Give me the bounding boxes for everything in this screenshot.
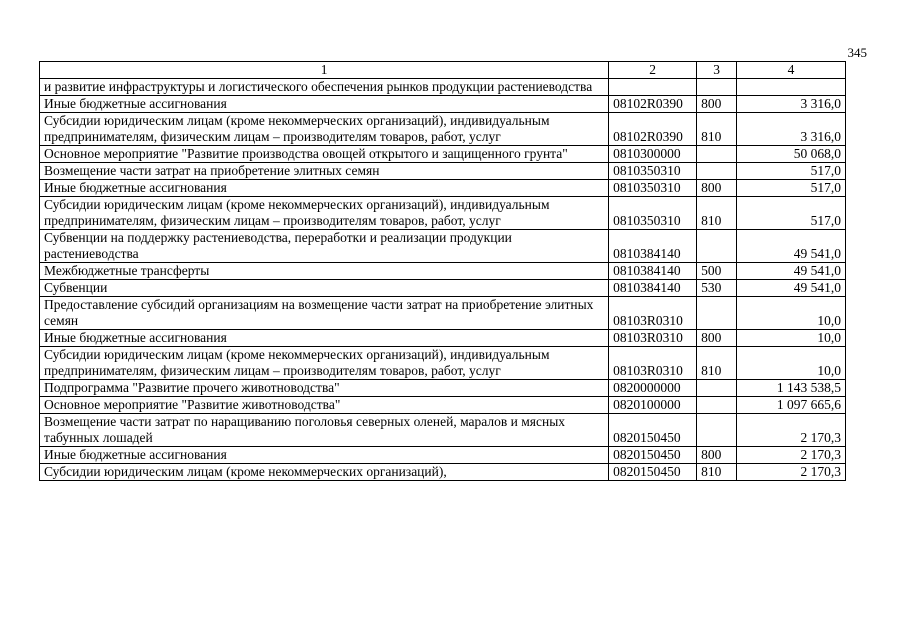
cell-code: 08102R0390 <box>609 96 697 113</box>
cell-amount: 517,0 <box>737 163 846 180</box>
cell-amount: 3 316,0 <box>737 113 846 146</box>
table-row <box>40 414 846 447</box>
cell-amount: 517,0 <box>737 180 846 197</box>
cell-name: Подпрограмма "Развитие прочего животноводства" <box>40 380 609 397</box>
cell-code: 0810350310 <box>609 197 697 230</box>
cell-code: 0820150450 <box>609 447 697 464</box>
cell-code: 0810384140 <box>609 263 697 280</box>
cell-amount: 2 170,3 <box>737 414 846 447</box>
cell-amount: 49 541,0 <box>737 280 846 297</box>
page-number: 345 <box>847 45 867 60</box>
cell-type <box>697 163 737 180</box>
cell-name: Межбюджетные трансферты <box>40 263 609 280</box>
cell-name: Субвенции <box>40 280 609 297</box>
cell-code: 0810384140 <box>609 280 697 297</box>
cell-code: 08103R0310 <box>609 297 697 330</box>
cell-amount: 3 316,0 <box>737 96 846 113</box>
cell-name: Субвенции на поддержку растениеводства, переработки и реализации продукции растениеводства <box>40 230 609 263</box>
cell-name: Иные бюджетные ассигнования <box>40 180 609 197</box>
column-header: 4 <box>737 62 846 79</box>
cell-name: Субсидии юридическим лицам (кроме некоммерческих организаций), <box>40 464 609 481</box>
cell-amount: 50 068,0 <box>737 146 846 163</box>
cell-type: 530 <box>697 280 737 297</box>
cell-type: 500 <box>697 263 737 280</box>
column-header: 3 <box>697 62 737 79</box>
cell-code: 0820100000 <box>609 397 697 414</box>
table-row <box>40 163 846 180</box>
cell-amount: 2 170,3 <box>737 447 846 464</box>
budget-table <box>39 61 846 481</box>
table-row <box>40 397 846 414</box>
cell-code: 08103R0310 <box>609 330 697 347</box>
cell-type <box>697 230 737 263</box>
cell-code: 0820000000 <box>609 380 697 397</box>
table-row <box>40 113 846 146</box>
cell-name: Субсидии юридическим лицам (кроме некоммерческих организаций), индивидуальным предпринимателям, физическим лицам – производителям товаров, работ, услуг <box>40 197 609 230</box>
cell-type: 800 <box>697 96 737 113</box>
column-header: 2 <box>609 62 697 79</box>
cell-type <box>697 414 737 447</box>
table-row <box>40 263 846 280</box>
cell-name: Возмещение части затрат на приобретение элитных семян <box>40 163 609 180</box>
cell-code: 0810300000 <box>609 146 697 163</box>
cell-name: и развитие инфраструктуры и логистического обеспечения рынков продукции растениеводства <box>40 79 609 96</box>
table-row <box>40 79 846 96</box>
cell-type: 810 <box>697 113 737 146</box>
cell-type <box>697 380 737 397</box>
table-row <box>40 180 846 197</box>
table-row <box>40 447 846 464</box>
cell-code: 0810384140 <box>609 230 697 263</box>
cell-name: Иные бюджетные ассигнования <box>40 96 609 113</box>
cell-code: 0810350310 <box>609 163 697 180</box>
cell-amount: 10,0 <box>737 330 846 347</box>
table-row <box>40 464 846 481</box>
table-row <box>40 347 846 380</box>
table-header-row <box>40 62 846 79</box>
cell-code: 0810350310 <box>609 180 697 197</box>
cell-name: Возмещение части затрат по наращиванию поголовья северных оленей, маралов и мясных табунных лошадей <box>40 414 609 447</box>
cell-amount: 49 541,0 <box>737 230 846 263</box>
cell-name: Субсидии юридическим лицам (кроме некоммерческих организаций), индивидуальным предпринимателям, физическим лицам – производителям товаров, работ, услуг <box>40 113 609 146</box>
cell-amount: 1 097 665,6 <box>737 397 846 414</box>
table-row <box>40 96 846 113</box>
cell-amount: 49 541,0 <box>737 263 846 280</box>
table-row <box>40 380 846 397</box>
cell-name: Основное мероприятие "Развитие животноводства" <box>40 397 609 414</box>
cell-amount: 517,0 <box>737 197 846 230</box>
cell-type <box>697 397 737 414</box>
cell-amount: 1 143 538,5 <box>737 380 846 397</box>
cell-type <box>697 79 737 96</box>
table-row <box>40 330 846 347</box>
cell-type <box>697 146 737 163</box>
table-row <box>40 197 846 230</box>
cell-code: 08102R0390 <box>609 113 697 146</box>
cell-type: 800 <box>697 180 737 197</box>
cell-name: Предоставление субсидий организациям на возмещение части затрат на приобретение элитных семян <box>40 297 609 330</box>
table-row <box>40 146 846 163</box>
cell-code: 08103R0310 <box>609 347 697 380</box>
cell-type: 800 <box>697 330 737 347</box>
cell-type: 810 <box>697 464 737 481</box>
table-row <box>40 280 846 297</box>
cell-amount: 2 170,3 <box>737 464 846 481</box>
cell-code: 0820150450 <box>609 464 697 481</box>
column-header: 1 <box>40 62 609 79</box>
cell-type <box>697 297 737 330</box>
cell-amount: 10,0 <box>737 347 846 380</box>
cell-name: Субсидии юридическим лицам (кроме некоммерческих организаций), индивидуальным предпринимателям, физическим лицам – производителям товаров, работ, услуг <box>40 347 609 380</box>
cell-name: Основное мероприятие "Развитие производства овощей открытого и защищенного грунта" <box>40 146 609 163</box>
cell-type: 800 <box>697 447 737 464</box>
cell-name: Иные бюджетные ассигнования <box>40 447 609 464</box>
cell-code <box>609 79 697 96</box>
cell-type: 810 <box>697 347 737 380</box>
cell-amount: 10,0 <box>737 297 846 330</box>
cell-type: 810 <box>697 197 737 230</box>
cell-amount <box>737 79 846 96</box>
cell-code: 0820150450 <box>609 414 697 447</box>
table-row <box>40 297 846 330</box>
table-row <box>40 230 846 263</box>
cell-name: Иные бюджетные ассигнования <box>40 330 609 347</box>
